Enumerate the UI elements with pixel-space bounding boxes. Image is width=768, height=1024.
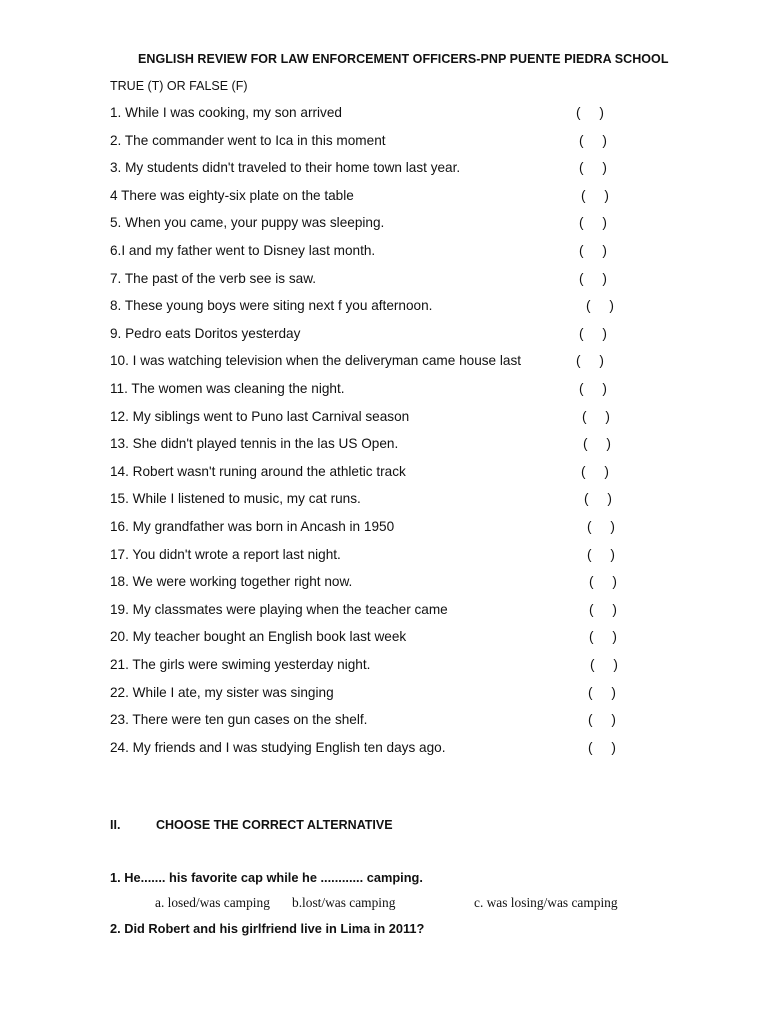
tf-item (0, 547, 768, 567)
answer-blank[interactable]: ( ) (579, 325, 607, 341)
answer-blank[interactable]: ( ) (581, 463, 609, 479)
tf-item (0, 629, 768, 649)
tf-statement: 19. My classmates were playing when the teacher came (110, 601, 448, 617)
tf-item (0, 188, 768, 208)
tf-statement: 9. Pedro eats Doritos yesterday (110, 325, 301, 341)
tf-statement: 4 There was eighty-six plate on the table (110, 187, 354, 203)
answer-blank[interactable]: ( ) (587, 546, 615, 562)
tf-item (0, 436, 768, 456)
tf-statement: 10. I was watching television when the deliveryman came house last (110, 353, 522, 369)
tf-item (0, 160, 768, 180)
section-number: II. (110, 818, 121, 832)
option-a: a. losed/was camping (155, 895, 270, 910)
tf-statement: 22. While I ate, my sister was singing (110, 684, 334, 700)
answer-blank[interactable]: ( ) (586, 298, 614, 314)
option-c: c. was losing/was camping (474, 895, 618, 910)
answer-blank[interactable]: ( ) (581, 187, 609, 203)
tf-item (0, 740, 768, 760)
tf-statement: 15. While I listened to music, my cat runs. (110, 491, 361, 507)
tf-statement: 6.I and my father went to Disney last month. (110, 243, 376, 258)
tf-statement: 23. There were ten gun cases on the shelf. (110, 712, 368, 728)
answer-blank[interactable]: ( ) (589, 629, 617, 645)
tf-item (0, 657, 768, 677)
answer-blank[interactable]: ( ) (589, 601, 617, 617)
tf-statement: 3. My students didn't traveled to their home town last year. (110, 160, 461, 176)
tf-item (0, 712, 768, 732)
tf-item (0, 215, 768, 235)
answer-blank[interactable]: ( ) (589, 574, 617, 590)
question-1: 1. He....... his favorite cap while he ............ camping. (110, 870, 423, 885)
answer-blank[interactable]: ( ) (582, 408, 610, 424)
tf-item (0, 271, 768, 291)
tf-statement: 20. My teacher bought an English book last week (110, 629, 407, 645)
answer-blank[interactable]: ( ) (587, 519, 615, 534)
tf-item (0, 133, 768, 153)
tf-statement: 2. The commander went to Ica in this moment (110, 132, 386, 148)
tf-statement: 1. While I was cooking, my son arrived (110, 105, 342, 120)
answer-blank[interactable]: ( ) (579, 243, 607, 258)
tf-statement: 7. The past of the verb see is saw. (110, 270, 317, 286)
tf-statement: 14. Robert wasn't runing around the athletic track (110, 463, 406, 479)
tf-item (0, 409, 768, 429)
question-2: 2. Did Robert and his girlfriend live in Lima in 2011? (110, 921, 425, 936)
tf-statement: 17. You didn't wrote a report last night. (110, 546, 341, 562)
tf-statement: 8. These young boys were siting next f you afternoon. (110, 298, 433, 314)
answer-blank[interactable]: ( ) (579, 160, 607, 176)
section-label: CHOOSE THE CORRECT ALTERNATIVE (156, 818, 393, 832)
answer-blank[interactable]: ( ) (576, 105, 604, 120)
tf-item (0, 519, 768, 539)
answer-blank[interactable]: ( ) (576, 353, 604, 369)
tf-item (0, 105, 768, 125)
tf-statement: 12. My siblings went to Puno last Carnival season (110, 408, 410, 424)
section-heading (0, 818, 768, 838)
tf-item (0, 381, 768, 401)
answer-blank[interactable]: ( ) (579, 381, 607, 396)
option-b: b.lost/was camping (292, 895, 396, 910)
answer-blank[interactable]: ( ) (583, 436, 611, 452)
answer-blank[interactable]: ( ) (588, 739, 616, 755)
tf-statement: 18. We were working together right now. (110, 574, 353, 590)
answer-blank[interactable]: ( ) (579, 215, 607, 231)
answer-blank[interactable]: ( ) (579, 270, 607, 286)
tf-statement: 24. My friends and I was studying English ten days ago. (110, 739, 446, 755)
answer-blank[interactable]: ( ) (588, 684, 616, 700)
tf-item (0, 298, 768, 318)
tf-statement: 16. My grandfather was born in Ancash in 1950 (110, 519, 395, 534)
section-subtitle: TRUE (T) OR FALSE (F) (110, 79, 248, 93)
tf-item (0, 602, 768, 622)
tf-item (0, 574, 768, 594)
tf-statement: 13. She didn't played tennis in the las US Open. (110, 436, 399, 452)
tf-item (0, 685, 768, 705)
tf-statement: 11. The women was cleaning the night. (110, 381, 345, 396)
tf-item (0, 464, 768, 484)
tf-statement: 21. The girls were swiming yesterday night. (110, 657, 371, 672)
tf-item (0, 353, 768, 373)
answer-blank[interactable]: ( ) (579, 132, 607, 148)
tf-statement: 5. When you came, your puppy was sleeping. (110, 215, 385, 231)
worksheet-title: ENGLISH REVIEW FOR LAW ENFORCEMENT OFFICERS-PNP PUENTE PIEDRA SCHOOL (138, 52, 669, 66)
tf-item (0, 243, 768, 263)
tf-item (0, 326, 768, 346)
answer-blank[interactable]: ( ) (590, 657, 618, 672)
answer-blank[interactable]: ( ) (588, 712, 616, 728)
answer-blank[interactable]: ( ) (584, 491, 612, 507)
tf-item (0, 491, 768, 511)
